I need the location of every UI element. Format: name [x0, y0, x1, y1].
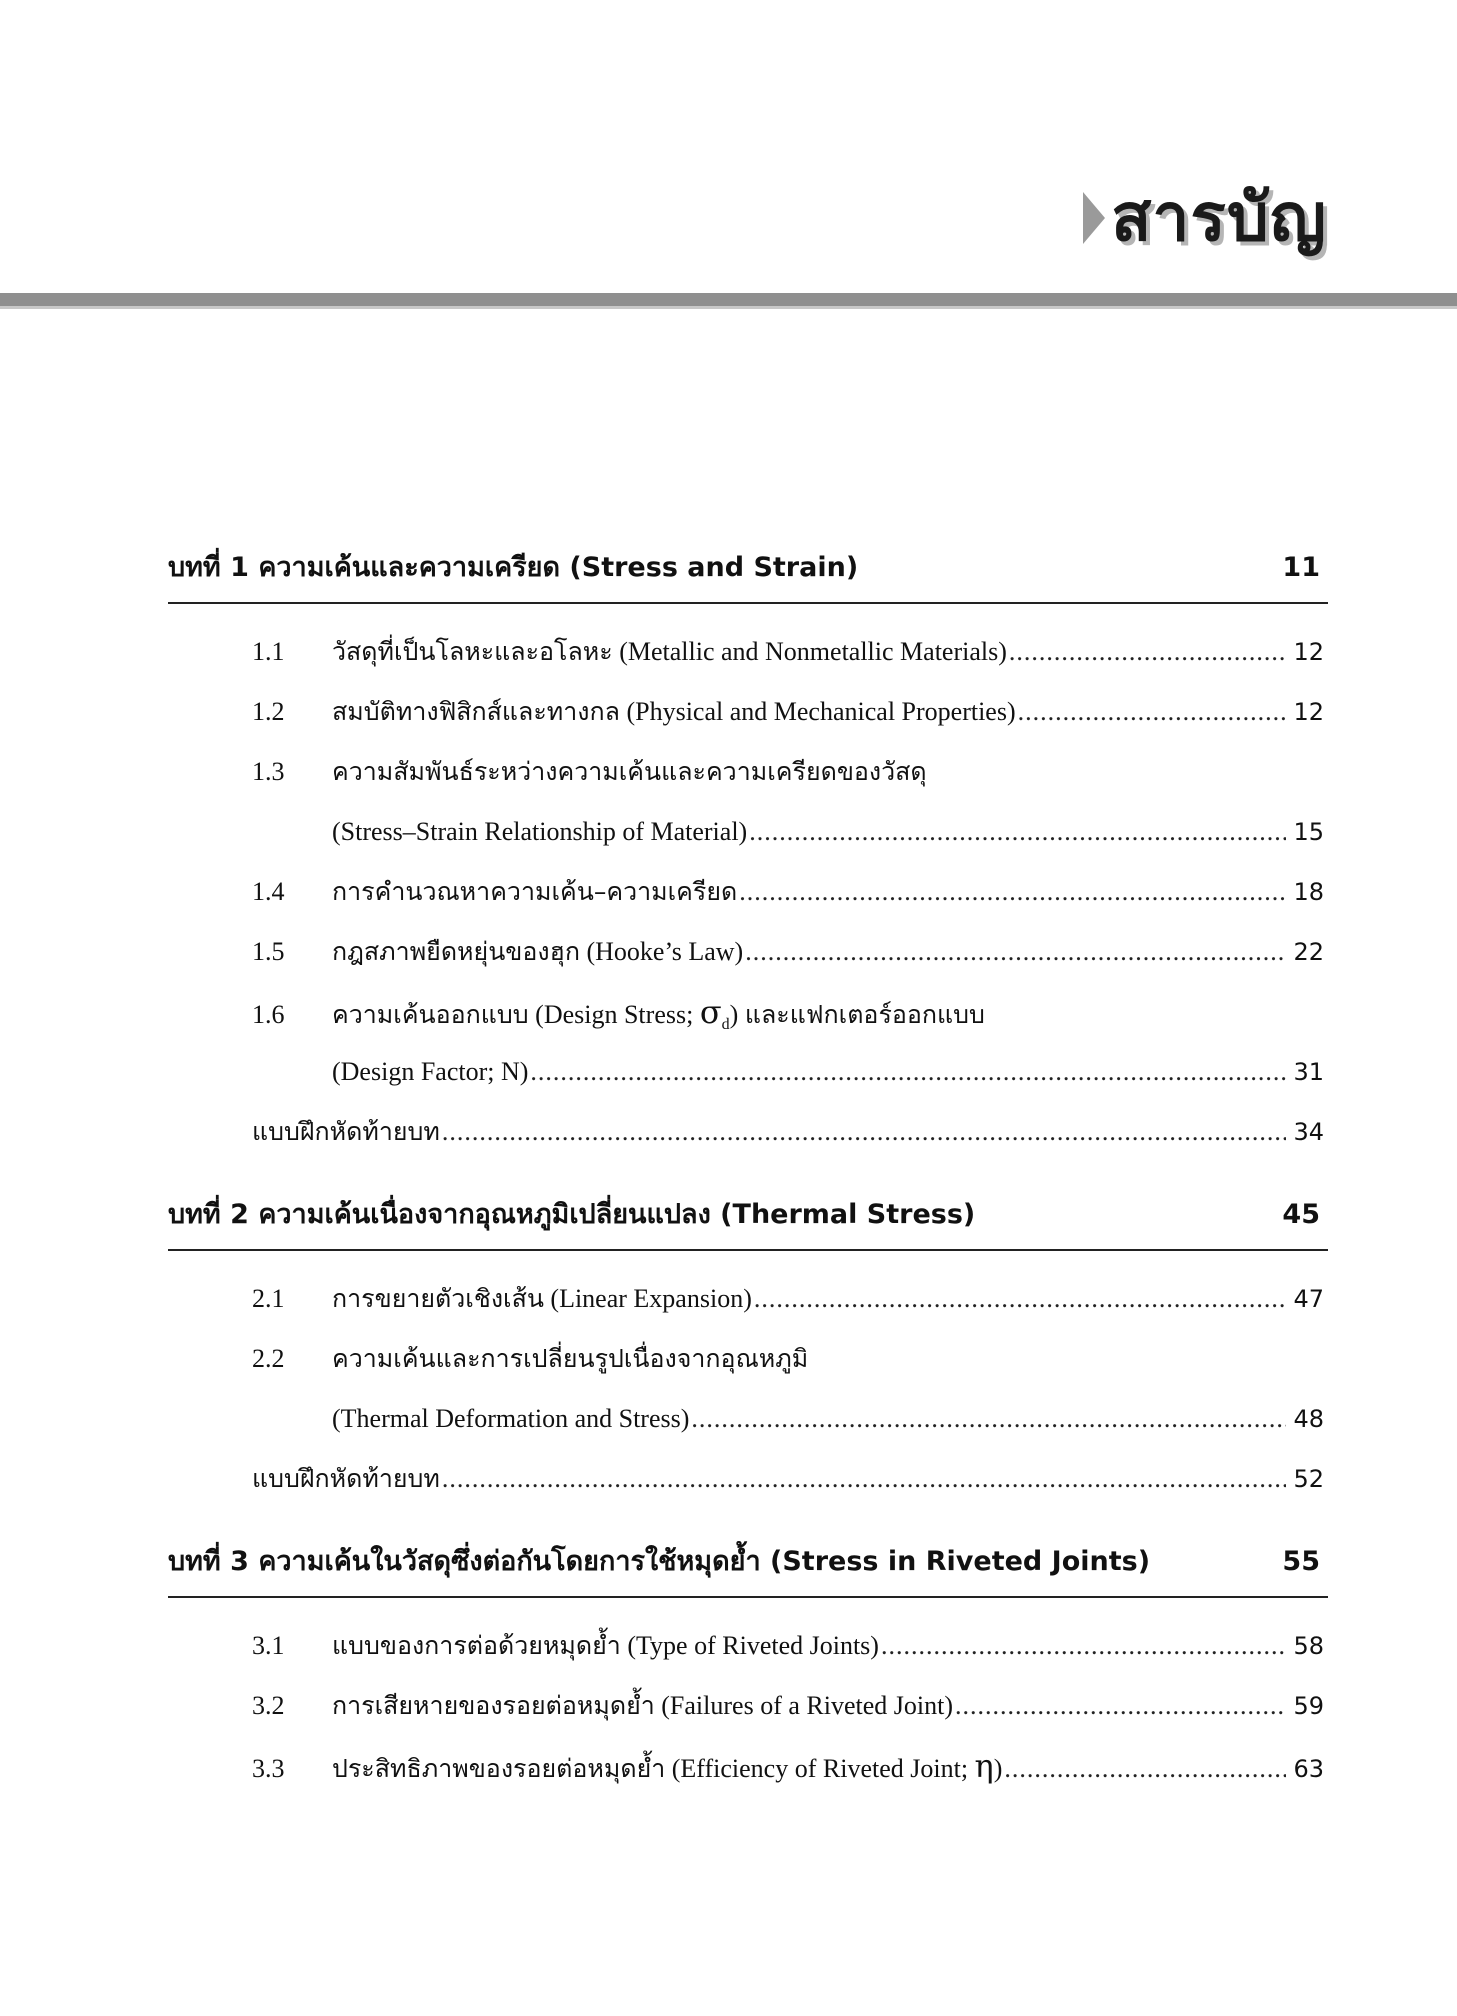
toc-entry[interactable] — [168, 1616, 1328, 1676]
chapter-section — [168, 1192, 1328, 1509]
chapter-heading[interactable] — [168, 545, 1328, 604]
dot-leader — [442, 1102, 1286, 1162]
exercise-label: แบบฝึกหัดท้ายบท — [252, 1117, 440, 1146]
entry-title — [332, 742, 927, 802]
chapter-page-number: 11 — [1282, 552, 1320, 583]
toc-entry[interactable] — [168, 1676, 1328, 1736]
entry-title — [332, 862, 737, 922]
dot-leader — [955, 1676, 1286, 1736]
chapter-section — [168, 545, 1328, 1162]
symbol-subscript: d — [721, 1016, 730, 1033]
exercise-entry[interactable] — [168, 1449, 1328, 1509]
toc-entry[interactable] — [168, 982, 1328, 1042]
section-number: 1.6 — [252, 1000, 285, 1029]
entry-title-english: (Stress–Strain Relationship of Material) — [332, 817, 748, 846]
entry-page-number: 22 — [1293, 938, 1324, 966]
entry-title-thai: ความเค้นและการเปลี่ยนรูปเนื่องจากอุณหภูมิ — [332, 1344, 809, 1373]
entry-title-english: (Linear Expansion) — [543, 1284, 752, 1313]
entry-page-number: 31 — [1293, 1058, 1324, 1086]
entry-title — [332, 1736, 1002, 1799]
exercise-label: แบบฝึกหัดท้ายบท — [252, 1464, 440, 1493]
section-number: 2.1 — [252, 1284, 285, 1313]
exercise-entry[interactable] — [168, 1102, 1328, 1162]
section-number: 3.2 — [252, 1691, 285, 1720]
entry-title — [332, 1269, 752, 1329]
section-number: 3.1 — [252, 1631, 285, 1660]
dot-leader — [881, 1616, 1286, 1676]
entry-title — [332, 1042, 528, 1102]
section-number: 3.3 — [252, 1754, 285, 1783]
toc-entry[interactable] — [168, 922, 1328, 982]
entry-title-thai: การเสียหายของรอยต่อหมุดย้ำ — [332, 1691, 655, 1720]
section-number: 1.5 — [252, 937, 285, 966]
entry-title — [332, 1329, 808, 1389]
entry-page-number: 34 — [1293, 1118, 1324, 1146]
entry-title — [332, 682, 1016, 742]
dot-leader — [1018, 682, 1286, 742]
entry-title-english: (Metallic and Nonmetallic Materials) — [612, 637, 1007, 666]
chapter-section — [168, 1539, 1328, 1796]
toc-entry[interactable] — [168, 1389, 1328, 1449]
entry-title-thai: แบบของการต่อด้วยหมุดย้ำ — [332, 1631, 621, 1660]
entry-title — [332, 1676, 953, 1736]
dot-leader — [1004, 1739, 1286, 1799]
entry-title-english: (Physical and Mechanical Properties) — [619, 697, 1016, 726]
page-header — [1083, 179, 1327, 256]
dot-leader — [739, 862, 1286, 922]
chapter-page-number: 55 — [1282, 1546, 1320, 1577]
dot-leader — [1009, 622, 1286, 682]
section-number: 1.1 — [252, 637, 285, 666]
entry-page-number: 48 — [1293, 1405, 1324, 1433]
toc-entry[interactable] — [168, 622, 1328, 682]
entry-title — [168, 1449, 440, 1509]
entry-title-thai: การขยายตัวเชิงเส้น — [332, 1284, 544, 1313]
dot-leader — [745, 922, 1286, 982]
greek-symbol: η — [974, 1747, 994, 1785]
chapter-heading[interactable] — [168, 1192, 1328, 1251]
entry-title-thai: การคำนวณหาความเค้น–ความเครียด — [332, 877, 738, 906]
chapter-heading[interactable] — [168, 1539, 1328, 1598]
entry-title-english-tail: ) — [729, 1000, 745, 1029]
dot-leader — [749, 802, 1286, 862]
entry-page-number: 52 — [1293, 1465, 1324, 1493]
entry-page-number: 63 — [1293, 1755, 1324, 1783]
entry-page-number: 12 — [1293, 638, 1324, 666]
entry-title-english: (Hooke’s Law) — [580, 937, 744, 966]
entry-title-english: (Efficiency of Riveted Joint; — [665, 1754, 975, 1783]
toc-entry[interactable] — [168, 1042, 1328, 1102]
entry-title — [168, 1102, 440, 1162]
section-number: 2.2 — [252, 1344, 285, 1373]
toc-entry[interactable] — [168, 1329, 1328, 1389]
section-number: 1.2 — [252, 697, 285, 726]
toc-entry[interactable] — [168, 1736, 1328, 1796]
entry-title-english-tail: ) — [993, 1754, 1003, 1783]
entry-title — [332, 802, 747, 862]
entry-title — [332, 922, 743, 982]
chapter-title: บทที่ 3 ความเค้นในวัสดุซึ่งต่อกันโดยการใช้หมุดย้ำ (Stress in Riveted Joints) — [168, 1546, 1151, 1577]
entry-title-english: (Type of Riveted Joints) — [620, 1631, 879, 1660]
entry-title — [332, 1616, 879, 1676]
entry-page-number: 12 — [1293, 698, 1324, 726]
entry-title-thai: สมบัติทางฟิสิกส์และทางกล — [332, 697, 620, 726]
dot-leader — [754, 1269, 1286, 1329]
entry-title-thai: ความสัมพันธ์ระหว่างความเค้นและความเครียดของวัสดุ — [332, 757, 927, 786]
entry-title-thai: ความเค้นออกแบบ — [332, 1000, 529, 1029]
entry-title-thai-tail: และแฟกเตอร์ออกแบบ — [744, 1000, 985, 1029]
dot-leader — [442, 1449, 1286, 1509]
entry-title-english: (Failures of a Riveted Joint) — [654, 1691, 953, 1720]
section-number: 1.4 — [252, 877, 285, 906]
header-rule — [0, 293, 1457, 309]
entry-page-number: 47 — [1293, 1285, 1324, 1313]
dot-leader — [691, 1389, 1286, 1449]
toc-entry[interactable] — [168, 802, 1328, 862]
toc-entry[interactable] — [168, 682, 1328, 742]
section-number: 1.3 — [252, 757, 285, 786]
chapter-title: บทที่ 1 ความเค้นและความเครียด (Stress and Strain) — [168, 552, 859, 583]
table-of-contents — [168, 545, 1328, 1826]
entry-title-thai: วัสดุที่เป็นโลหะและอโลหะ — [332, 637, 613, 666]
entry-page-number: 15 — [1293, 818, 1324, 846]
entry-title-thai: ประสิทธิภาพของรอยต่อหมุดย้ำ — [332, 1754, 666, 1783]
chapter-title: บทที่ 2 ความเค้นเนื่องจากอุณหภูมิเปลี่ยนแปลง (Thermal Stress) — [168, 1199, 976, 1230]
entry-title-english: (Design Factor; N) — [332, 1057, 529, 1086]
chapter-page-number: 45 — [1282, 1199, 1320, 1230]
toc-entry[interactable] — [168, 742, 1328, 802]
toc-entry[interactable] — [168, 1269, 1328, 1329]
page-title: สารบัญ — [1111, 179, 1327, 256]
entry-page-number: 58 — [1293, 1632, 1324, 1660]
triangle-bullet-icon — [1083, 192, 1105, 244]
toc-entry[interactable] — [168, 862, 1328, 922]
greek-symbol: σ — [699, 993, 722, 1031]
entry-page-number: 18 — [1293, 878, 1324, 906]
entry-title — [332, 1389, 689, 1449]
dot-leader — [530, 1042, 1286, 1102]
entry-title-english: (Design Stress; — [528, 1000, 700, 1029]
entry-page-number: 59 — [1293, 1692, 1324, 1720]
entry-title — [332, 622, 1007, 682]
entry-title-thai: กฎสภาพยืดหยุ่นของฮุก — [332, 937, 580, 966]
entry-title-english: (Thermal Deformation and Stress) — [332, 1404, 690, 1433]
